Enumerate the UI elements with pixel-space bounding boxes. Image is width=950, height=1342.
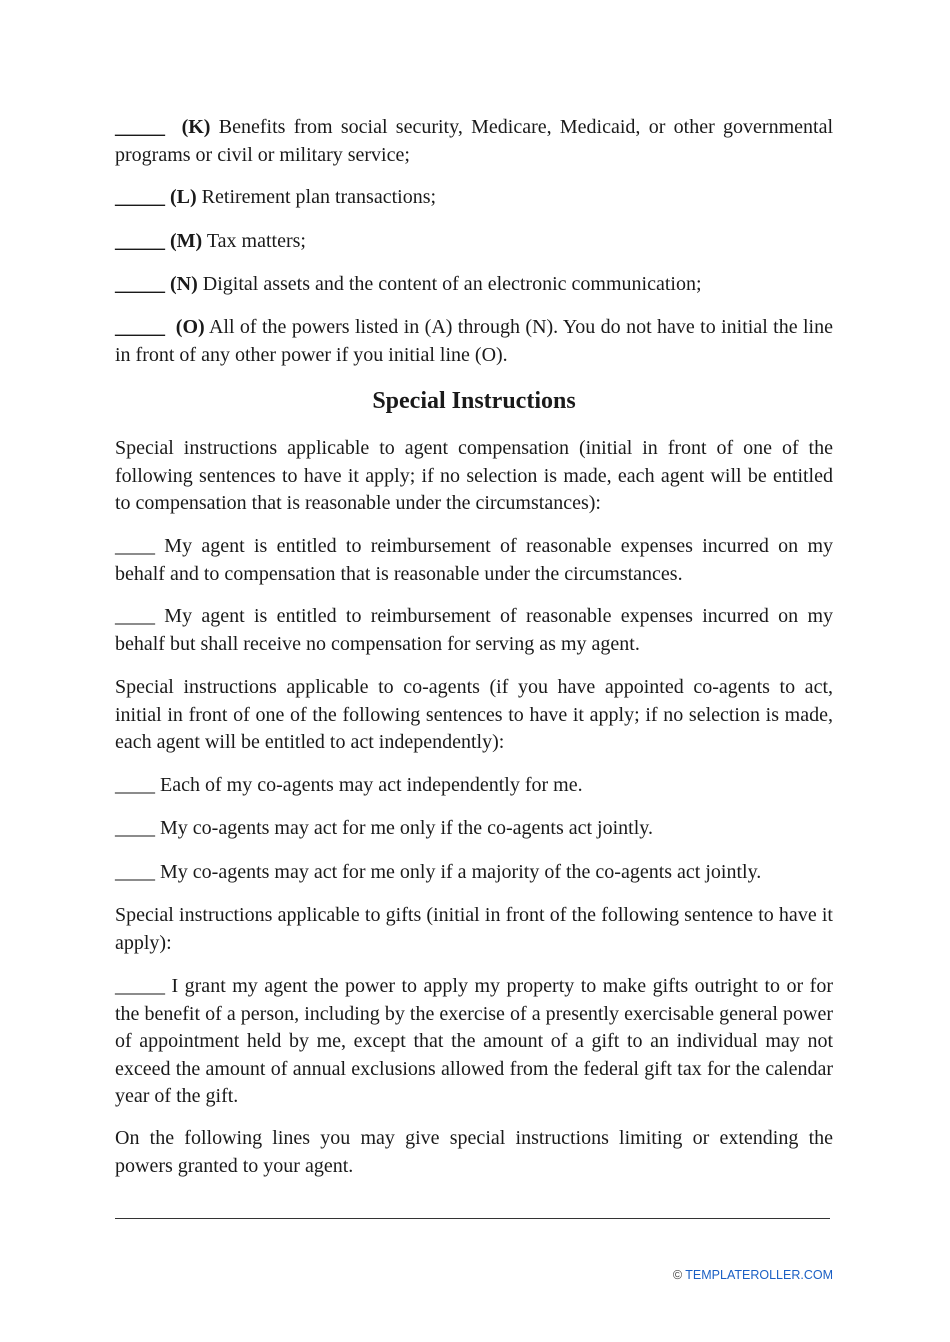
initial-blank[interactable]: _____ [115,975,165,997]
option-text: Each of my co-agents may act independently for me. [160,774,583,796]
instruction-line[interactable] [115,1218,830,1219]
option-text: My agent is entitled to reimbursement of reasonable expenses incurred on my behalf and to compensation that is reasonable under the circumstances. [115,535,834,585]
power-m [115,228,833,256]
coagents-option-2 [115,815,833,843]
power-text: Benefits from social security, Medicare, Medicaid, or other governmental programs or civil or military service; [115,116,834,166]
gifts-option [115,973,833,1111]
power-letter: (M) [170,230,203,252]
section-heading: Special Instructions [372,388,576,414]
power-l [115,184,833,212]
coagents-intro: Special instructions applicable to co-agents (if you have appointed co-agents to act, initial in front of one of the following sentences to have it apply; if no selection is made, each agent will be entitled to act independently): [115,676,833,753]
power-letter: (N) [170,273,198,295]
compensation-option-1 [115,533,833,588]
power-o [115,314,833,369]
initial-blank[interactable]: _____ [115,116,165,138]
option-text: My co-agents may act for me only if the co-agents act jointly. [160,817,653,839]
option-text: My agent is entitled to reimbursement of reasonable expenses incurred on my behalf but shall receive no compensation for serving as my agent. [115,605,834,655]
power-letter: (K) [181,116,211,138]
initial-blank[interactable]: _____ [115,316,165,338]
compensation-option-2 [115,603,833,658]
initial-blank[interactable]: ____ [115,535,155,557]
power-text: All of the powers listed in (A) through (N). You do not have to initial the line in front of any other power if you initial line (O). [115,316,833,366]
power-text: Retirement plan transactions; [201,186,437,208]
initial-blank[interactable]: ____ [115,774,155,796]
initial-blank[interactable]: _____ [115,273,165,295]
compensation-intro: Special instructions applicable to agent compensation (initial in front of one of the following sentences to have it apply; if no selection is made, each agent will be entitled to compensation that is reasonable under the circumstances): [115,437,833,514]
brand-link[interactable]: TEMPLATEROLLER.COM [685,1268,833,1282]
initial-blank[interactable]: _____ [115,186,165,208]
closing-instructions: On the following lines you may give special instructions limiting or extending the powers granted to your agent. [115,1127,833,1177]
coagents-option-1 [115,772,833,800]
initial-blank[interactable]: ____ [115,605,155,627]
power-letter: (O) [175,316,205,338]
power-text: Digital assets and the content of an electronic communication; [202,273,702,295]
option-text: My co-agents may act for me only if a majority of the co-agents act jointly. [160,861,762,883]
power-text: Tax matters; [206,230,306,252]
initial-blank[interactable]: _____ [115,230,165,252]
footer-brand [673,1267,833,1283]
option-text: I grant my agent the power to apply my property to make gifts outright to or for the benefit of a person, including by the exercise of a presently exercisable general power of appointment held by me, except that the amount of a gift to an individual may not exceed the amount of annual exclusions allowed from the federal gift tax for the calendar year of the gift. [115,975,833,1107]
gifts-intro: Special instructions applicable to gifts (initial in front of the following sentence to have it apply): [115,904,833,954]
power-n [115,271,833,299]
coagents-option-3 [115,859,833,887]
initial-blank[interactable]: ____ [115,817,155,839]
copyright-symbol: © [672,1268,683,1282]
power-k [115,114,833,169]
initial-blank[interactable]: ____ [115,861,155,883]
power-letter: (L) [170,186,197,208]
